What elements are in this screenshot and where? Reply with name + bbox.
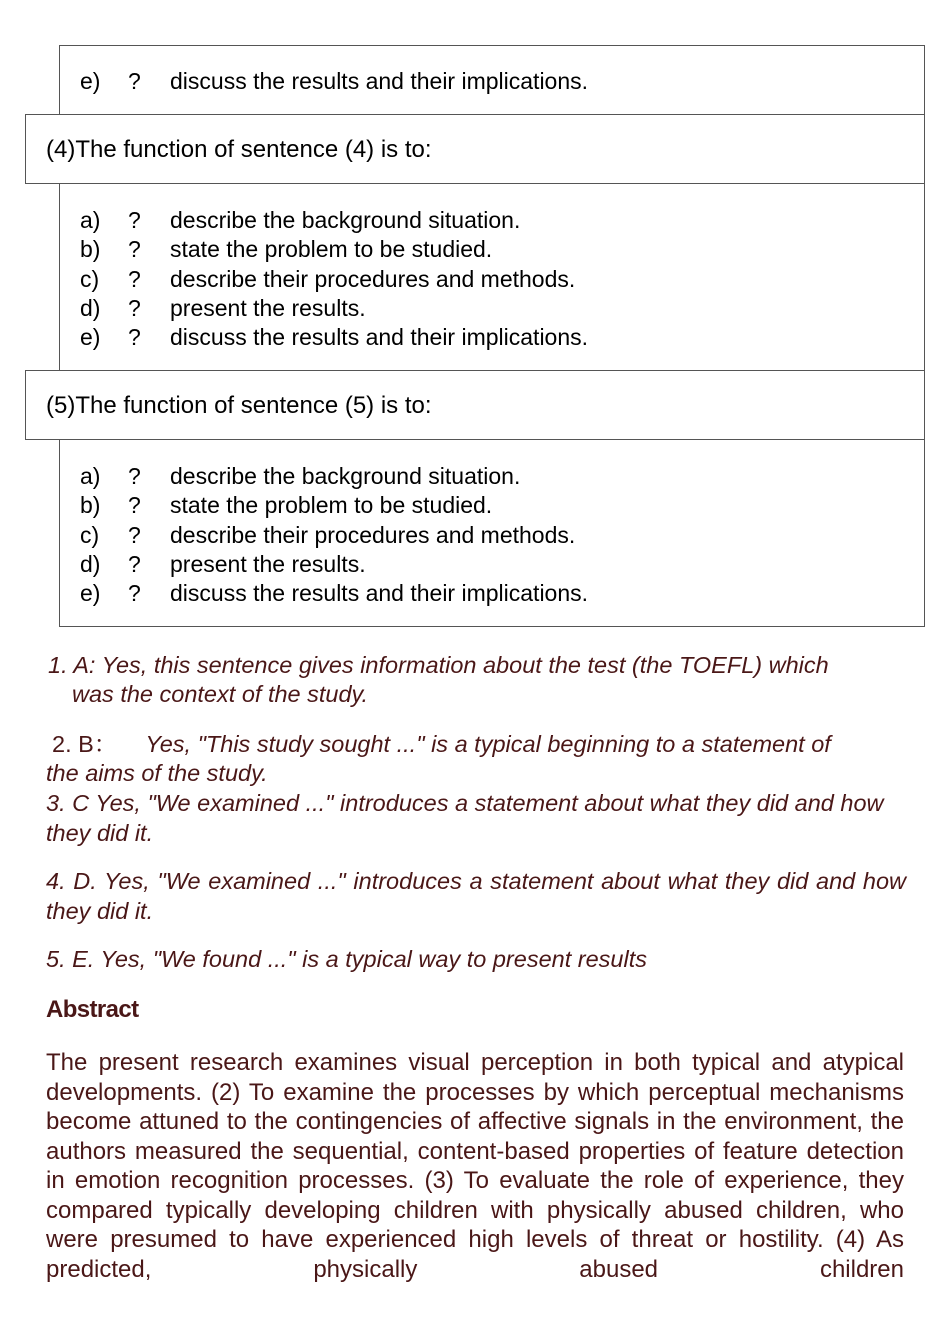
option-text: state the problem to be studied.: [170, 492, 493, 518]
option-letter: c): [80, 266, 100, 292]
option-mark: ?: [128, 580, 141, 606]
options-box-q4: [59, 183, 925, 371]
option-letter: e): [80, 324, 101, 350]
answer-2-rest: Yes, "This study sought ..." is a typical beginning to a statement of: [145, 731, 831, 757]
option-text: state the problem to be studied.: [170, 236, 493, 262]
question-4-box: [25, 114, 925, 184]
question-5-box: [25, 370, 925, 440]
answer-2-line-2: the aims of the study.: [46, 760, 268, 786]
option-text: describe the background situation.: [170, 463, 521, 489]
option-mark: ?: [128, 492, 141, 518]
option-mark: ?: [128, 68, 141, 94]
abstract-body: The present research examines visual perception in both typical and atypical developments. (2) To examine the processes by which perceptual mechanisms become attuned to the contingencies of affective signals in the environment, the authors measured the sequential, content-based properties of feature detection in emotion recognition processes. (3) To evaluate the role of experience, they compared typically developing children with physically abused children, who were presumed to have experienced high levels of threat or hostility. (4) As predicted, physically abused children: [46, 1049, 904, 1283]
option-text: describe their procedures and methods.: [170, 522, 576, 548]
option-text: present the results.: [170, 295, 366, 321]
option-letter: b): [80, 492, 101, 518]
option-mark: ?: [128, 295, 141, 321]
option-letter: c): [80, 522, 100, 548]
option-letter: d): [80, 551, 101, 577]
options-box-q5: [59, 439, 925, 627]
answer-2-line-1: [52, 730, 912, 760]
option-letter: b): [80, 236, 101, 262]
option-text: discuss the results and their implications.: [170, 324, 589, 350]
option-mark: ?: [128, 522, 141, 548]
option-letter: e): [80, 580, 101, 606]
option-text: discuss the results and their implications.: [170, 68, 589, 94]
question-4-title: (4)The function of sentence (4) is to:: [46, 136, 432, 163]
answer-2-prefix: 2. B：: [52, 731, 118, 757]
option-letter: a): [80, 207, 101, 233]
option-mark: ?: [128, 266, 141, 292]
option-mark: ?: [128, 207, 141, 233]
option-text: discuss the results and their implications.: [170, 580, 589, 606]
option-mark: ?: [128, 236, 141, 262]
answer-1-line-1: 1. A: Yes, this sentence gives information about the test (the TOEFL) which: [48, 652, 829, 678]
option-letter: a): [80, 463, 101, 489]
option-letter: d): [80, 295, 101, 321]
option-text: present the results.: [170, 551, 366, 577]
option-text: describe their procedures and methods.: [170, 266, 576, 292]
option-mark: ?: [128, 324, 141, 350]
option-text: describe the background situation.: [170, 207, 521, 233]
answer-5: 5. E. Yes, "We found ..." is a typical way to present results: [46, 946, 647, 972]
option-mark: ?: [128, 463, 141, 489]
question-5-title: (5)The function of sentence (5) is to:: [46, 392, 432, 419]
answer-3: 3. C Yes, "We examined ..." introduces a statement about what they did and how they did it.: [46, 790, 884, 846]
answer-4: 4. D. Yes, "We examined ..." introduces a statement about what they did and how they did it.: [46, 868, 906, 924]
abstract-heading: Abstract: [46, 996, 139, 1023]
answer-1-line-2: was the context of the study.: [72, 681, 369, 707]
option-letter: e): [80, 68, 101, 94]
options-box-q3-tail: [59, 45, 925, 115]
option-mark: ?: [128, 551, 141, 577]
